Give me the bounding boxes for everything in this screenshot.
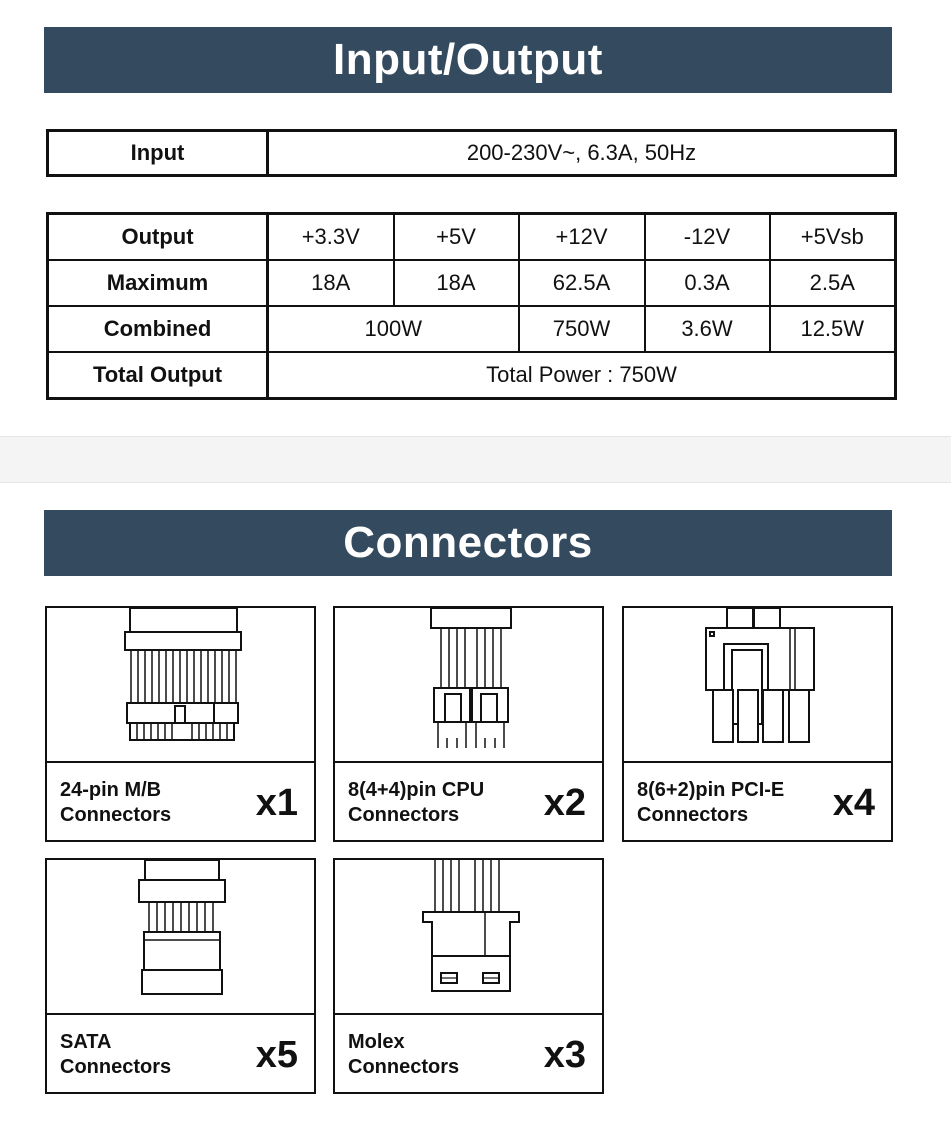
combined-3v3-5v: 100W <box>268 306 519 352</box>
connector-name: SATA <box>60 1031 112 1053</box>
combined-5vsb: 12.5W <box>770 306 896 352</box>
connector-image-24pin <box>47 608 314 763</box>
connector-card-24pin <box>45 606 316 842</box>
rail-12v: +12V <box>519 214 645 261</box>
maximum-label: Maximum <box>48 260 268 306</box>
connector-card-cpu <box>333 606 604 842</box>
connector-suffix: Connectors <box>348 1056 460 1078</box>
connector-quantity-cpu: x2 <box>543 782 586 824</box>
max-3v3: 18A <box>268 260 394 306</box>
connectors-section-title: Connectors <box>44 510 892 576</box>
rail-3v3: +3.3V <box>268 214 394 261</box>
connector-suffix: Connectors <box>348 804 460 826</box>
connector-suffix: Connectors <box>60 804 172 826</box>
input-row <box>48 131 896 176</box>
rail-5vsb: +5Vsb <box>770 214 896 261</box>
output-header-label: Output <box>48 214 268 261</box>
max-5v: 18A <box>394 260 519 306</box>
connector-card-molex <box>333 858 604 1094</box>
connector-name: 8(6+2)pin PCI-E <box>637 779 785 801</box>
connector-suffix: Connectors <box>637 804 749 826</box>
pcie-8pin-connector-icon <box>624 608 891 761</box>
section-divider <box>0 437 951 482</box>
rail-5v: +5V <box>394 214 519 261</box>
connector-suffix: Connectors <box>60 1056 172 1078</box>
total-output-value: Total Power : 750W <box>268 352 896 399</box>
max-12v: 62.5A <box>519 260 645 306</box>
total-output-label: Total Output <box>48 352 268 399</box>
rail-minus-12v: -12V <box>645 214 770 261</box>
connector-label-sata <box>60 1030 250 1080</box>
connector-label-pcie <box>637 778 827 828</box>
connector-quantity-24pin: x1 <box>255 782 298 824</box>
connectors-panel <box>0 482 951 1124</box>
maximum-row <box>48 260 896 306</box>
input-value: 200-230V~, 6.3A, 50Hz <box>268 131 896 176</box>
connector-quantity-molex: x3 <box>543 1034 586 1076</box>
connector-image-sata <box>47 860 314 1015</box>
connector-quantity-sata: x5 <box>255 1034 298 1076</box>
connector-name: 24-pin M/B <box>60 779 162 801</box>
atx-24pin-connector-icon <box>47 608 314 761</box>
sata-connector-icon <box>47 860 314 1013</box>
io-panel <box>0 0 951 437</box>
connector-label-molex <box>348 1030 538 1080</box>
connector-label-24pin <box>60 778 250 828</box>
connector-label-cpu <box>348 778 538 828</box>
input-table <box>46 129 897 177</box>
max-minus-12v: 0.3A <box>645 260 770 306</box>
connector-name: 8(4+4)pin CPU <box>348 779 485 801</box>
io-section-title: Input/Output <box>44 27 892 93</box>
output-table <box>46 212 897 400</box>
connector-card-sata <box>45 858 316 1094</box>
connector-quantity-pcie: x4 <box>832 782 875 824</box>
combined-12v: 750W <box>519 306 645 352</box>
connector-image-pcie <box>624 608 891 763</box>
connector-image-cpu <box>335 608 602 763</box>
combined-minus-12v: 3.6W <box>645 306 770 352</box>
combined-row <box>48 306 896 352</box>
connector-card-pcie <box>622 606 893 842</box>
output-header-row <box>48 214 896 261</box>
connector-name: Molex <box>348 1031 405 1053</box>
molex-connector-icon <box>335 860 602 1013</box>
combined-label: Combined <box>48 306 268 352</box>
input-label: Input <box>48 131 268 176</box>
cpu-8pin-connector-icon <box>335 608 602 761</box>
max-5vsb: 2.5A <box>770 260 896 306</box>
total-output-row <box>48 352 896 399</box>
connector-image-molex <box>335 860 602 1015</box>
